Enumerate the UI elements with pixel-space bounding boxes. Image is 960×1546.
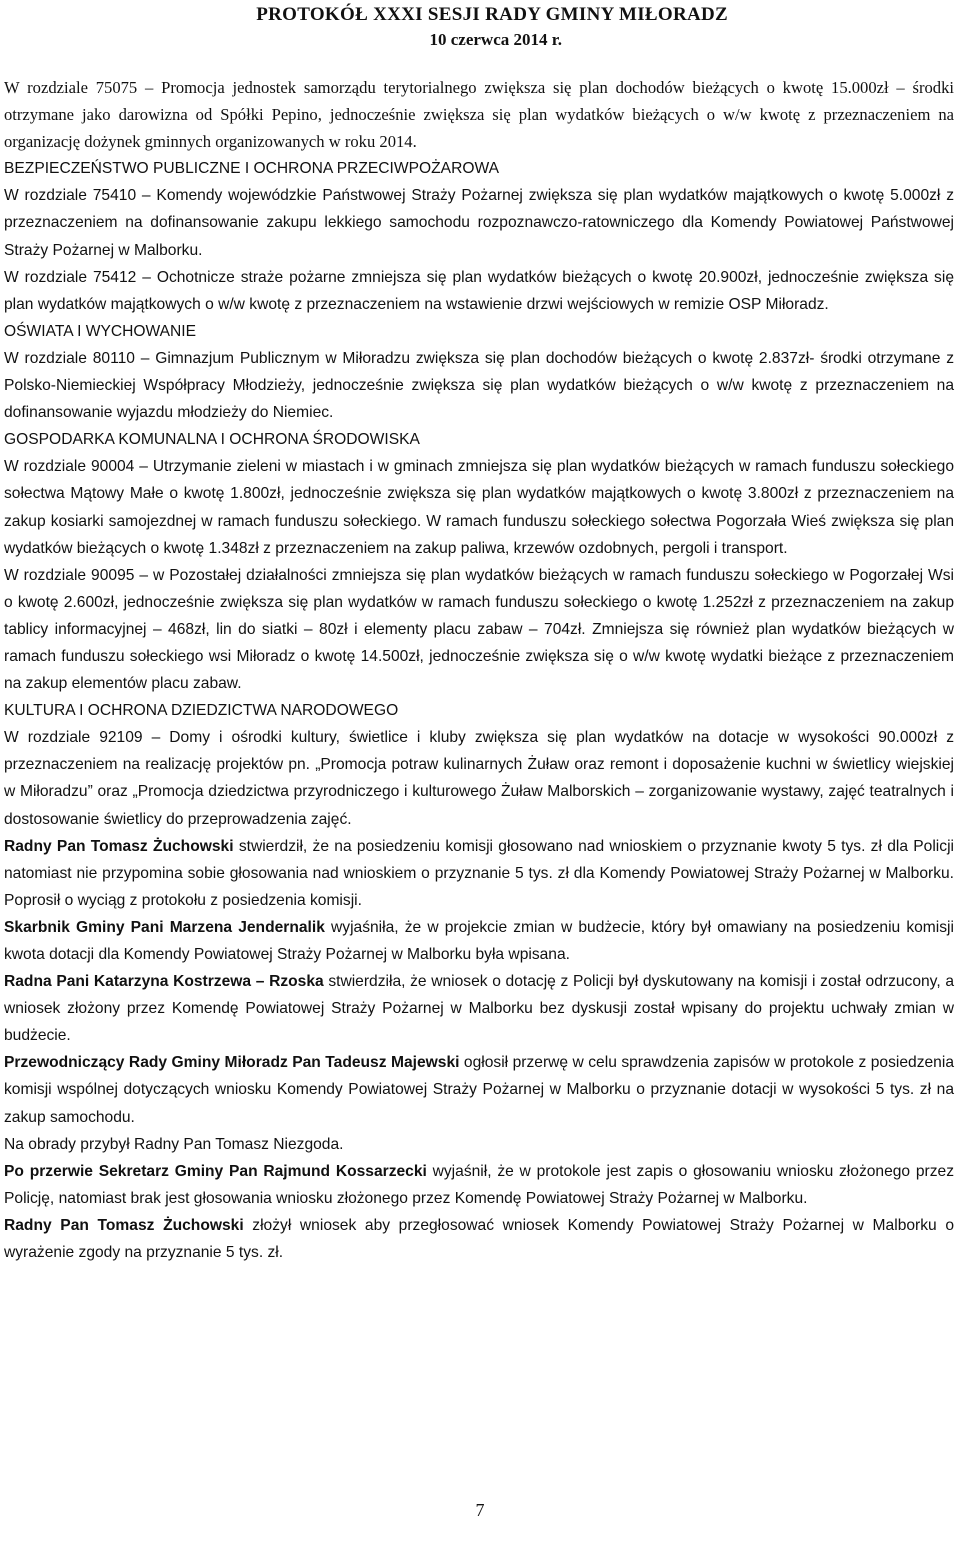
speaker-name: Skarbnik Gminy Pani Marzena Jendernalik bbox=[4, 918, 325, 936]
page-number: 7 bbox=[475, 1500, 485, 1520]
paragraph-90095: W rozdziale 90095 – w Pozostałej działalności zmniejsza się plan wydatków bieżących w ramach funduszu sołeckiego w Pogorzałej Wsi o kwotę 2.600zł, jednocześnie zwiększa się plan wydatków w ramach funduszu sołeckiego o kwotę 1.252zł z przeznaczeniem na zakup tablicy informacyjnej – 468zł, lin do siatki – 80zł i elementy placu zabaw – 704zł. Zmniejsza się również plan wydatków bieżących w ramach funduszu sołeckiego wsi Miłoradz o kwotę 14.500zł, jednocześnie zwiększa się o w/w kwotę wydatki bieżące z przeznaczeniem na zakup elementów placu zabaw. bbox=[4, 566, 954, 693]
document-body bbox=[4, 74, 954, 1266]
statement-zuchowski-2: Radny Pan Tomasz Żuchowski złożył wniosek aby przegłosować wniosek Komendy Powiatowej Straży Pożarnej w Malborku o wyrażenie zgody na przyznanie 5 tys. zł. bbox=[4, 1216, 955, 1262]
paragraph-92109: W rozdziale 92109 – Domy i ośrodki kultury, świetlice i kluby zwiększa się plan wydatków na dotacje w wysokości 90.000zł z przeznaczeniem na realizację projektów pn. „Promocja potraw kulinarnych Żuław oraz remont i doposażenie kuchni w świetlicy wiejskiej w Miłoradzu” oraz „Promocja dziedzictwa przyrodniczego i kulturowego Żuław Malborskich – zorganizowanie wystawy, zajęć teatralnych i dostosowanie świetlicy do przeprowadzenia zajęć. bbox=[4, 729, 954, 828]
paragraph-75075: W rozdziale 75075 – Promocja jednostek samorządu terytorialnego zwiększa się plan dochodów bieżących o kwotę 15.000zł – środki otrzymane jako darowizna od Spółki Pepino, jednocześnie zwiększa się plan wydatków bieżących o w/w kwotę z przeznaczeniem na organizację dożynek gminnych organizowanych w roku 2014. bbox=[4, 78, 954, 152]
speaker-name: Po przerwie Sekretarz Gminy Pan Rajmund Kossarzecki bbox=[4, 1162, 427, 1180]
paragraph-90004: W rozdziale 90004 – Utrzymanie zieleni w miastach i w gminach zmniejsza się plan wydatków bieżących w ramach funduszu sołeckiego sołectwa Mątowy Małe o kwotę 1.800zł, jednocześnie zwiększa się plan wydatków majątkowych o kwotę 3.800zł z przeznaczeniem na zakup kosiarki samojezdnej w ramach funduszu sołeckiego. W ramach funduszu sołeckiego sołectwa Pogorzała Wieś zwiększa się plan wydatków bieżących o kwotę 1.348zł z przeznaczeniem na zakup paliwa, krzewów ozdobnych, pergoli i transport. bbox=[4, 458, 954, 557]
speaker-name: Radny Pan Tomasz Żuchowski bbox=[4, 1216, 244, 1234]
statement-majewski: Przewodniczący Rady Gminy Miłoradz Pan Tadeusz Majewski ogłosił przerwę w celu sprawdzenia zapisów w protokole z posiedzenia komisji wspólnej dotyczących wniosku Komendy Powiatowej Straży Pożarnej w Malborku o przyznanie dotacji w wysokości 5 tys. zł na zakup samochodu. bbox=[4, 1054, 954, 1126]
paragraph-75412: W rozdziale 75412 – Ochotnicze straże pożarne zmniejsza się plan wydatków bieżących o kwotę 20.900zł, jednocześnie zwiększa się plan wydatków majątkowych o w/w kwotę z przeznaczeniem na wstawienie drzwi wejściowych w remizie OSP Miłoradz. bbox=[4, 268, 954, 313]
speaker-name: Radny Pan Tomasz Żuchowski bbox=[4, 837, 234, 855]
statement-zuchowski-1: Radny Pan Tomasz Żuchowski stwierdził, że na posiedzeniu komisji głosowano nad wnioskiem o przyznanie kwoty 5 tys. zł dla Policji natomiast nie przypomina sobie głosowania nad wnioskiem o przyznanie 5 tys. zł dla Komendy Powiatowej Straży Pożarnej w Malborku. Poprosił o wyciąg z protokołu z posiedzenia komisji. bbox=[4, 837, 954, 909]
speaker-name: Radna Pani Katarzyna Kostrzewa – Rzoska bbox=[4, 973, 324, 991]
statement-jendernalik: Skarbnik Gminy Pani Marzena Jendernalik wyjaśniła, że w projekcie zmian w budżecie, który był omawiany na posiedzeniu komisji kwota dotacji dla Komendy Powiatowej Straży Pożarnej w Malborku była wpisana. bbox=[4, 918, 954, 963]
speaker-name: Przewodniczący Rady Gminy Miłoradz Pan Tadeusz Majewski bbox=[4, 1054, 460, 1072]
statement-kostrzewa-rzoska: Radna Pani Katarzyna Kostrzewa – Rzoska stwierdziła, że wniosek o dotację z Policji był dyskutowany na komisji i został odrzucony, a wniosek złożony przez Komendę Powiatowej Straży Pożarnej w Malborku bez dyskusji został wpisany do projektu uchwały zmian w budżecie. bbox=[4, 973, 954, 1045]
protocol-title: PROTOKÓŁ XXXI SESJI RADY GMINY MIŁORADZ bbox=[256, 4, 728, 25]
paragraph-75410: W rozdziale 75410 – Komendy wojewódzkie Państwowej Straży Pożarnej zwiększa się plan wydatków majątkowych o kwotę 5.000zł z przeznaczeniem na dofinansowanie zakupu lekkiego samochodu rozpoznawczo-ratowniczego dla Komendy Powiatowej Państwowej Straży Pożarnej w Malborku. bbox=[4, 187, 954, 259]
statement-kossarzecki: Po przerwie Sekretarz Gminy Pan Rajmund Kossarzecki wyjaśnił, że w protokole jest zapis o głosowaniu wniosku złożonego przez Policję, natomiast brak jest głosowania wniosku złożonego przez Komendę Powiatowej Straży Pożarnej w Malborku. bbox=[4, 1162, 954, 1207]
section-heading-education: OŚWIATA I WYCHOWANIE bbox=[4, 322, 197, 340]
section-heading-security: BEZPIECZEŃSTWO PUBLICZNE I OCHRONA PRZECIWPOŻAROWA bbox=[4, 160, 499, 178]
section-heading-culture: KULTURA I OCHRONA DZIEDZICTWA NARODOWEGO bbox=[4, 702, 399, 720]
session-date: 10 czerwca 2014 r. bbox=[429, 30, 562, 49]
paragraph-80110: W rozdziale 80110 – Gimnazjum Publicznym w Miłoradzu zwiększa się plan dochodów bieżących o kwotę 2.837zł- środki otrzymane z Polsko-Niemieckiej Współpracy Młodzieży, jednocześnie zwiększa się plan wydatków bieżących o w/w kwotę z przeznaczeniem na dofinansowanie wyjazdu młodzieży do Niemiec. bbox=[4, 349, 954, 422]
section-heading-municipal: GOSPODARKA KOMUNALNA I OCHRONA ŚRODOWISKA bbox=[4, 431, 420, 449]
note-niezgoda-arrival: Na obrady przybył Radny Pan Tomasz Niezgoda. bbox=[4, 1135, 344, 1153]
